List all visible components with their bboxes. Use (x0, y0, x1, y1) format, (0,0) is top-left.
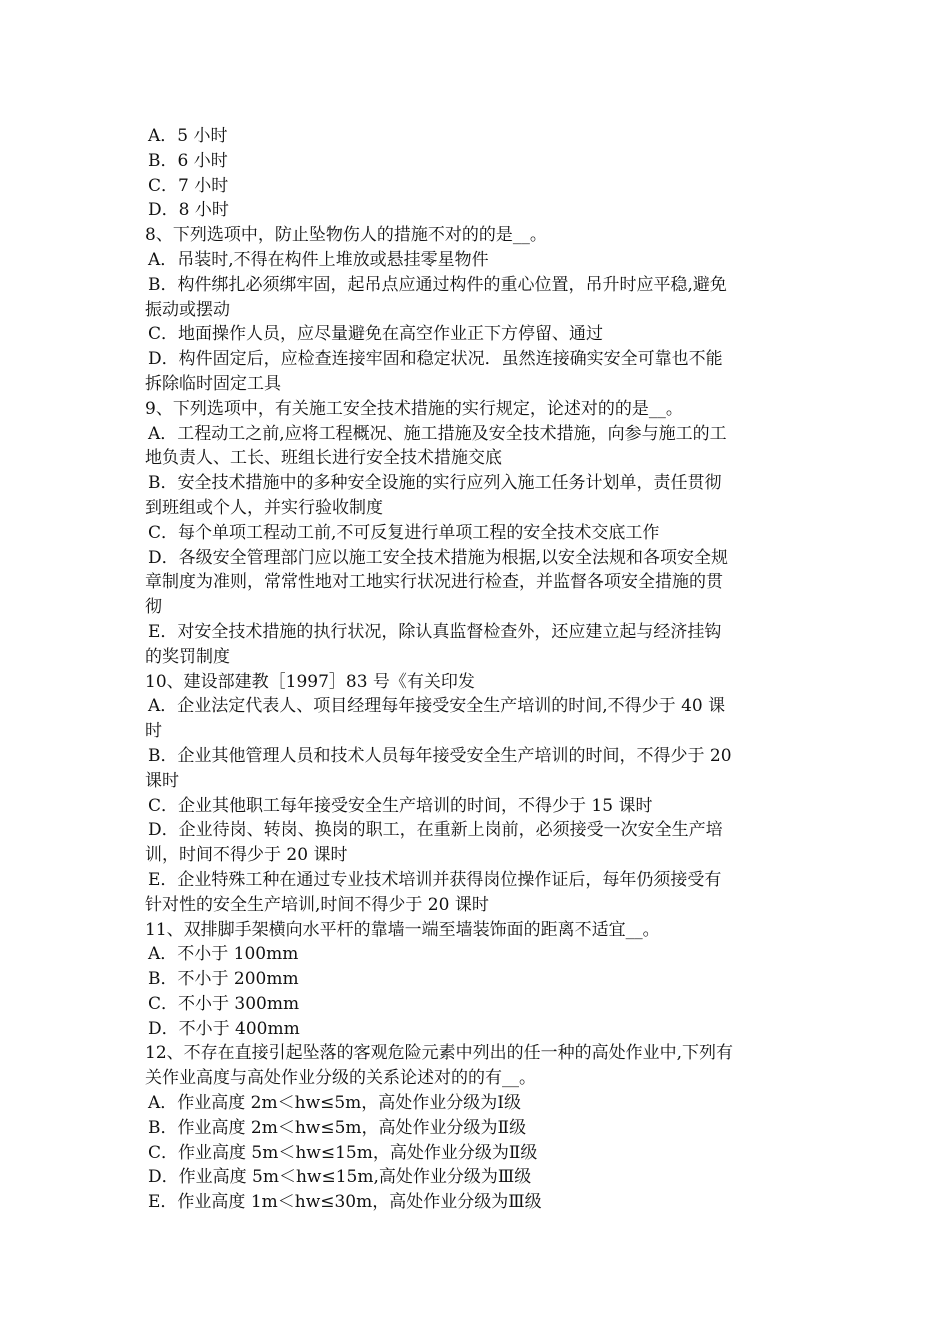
text-continuation: 章制度为准则，常常性地对工地实行状况进行检查，并监督各项安全措施的贯 (145, 572, 723, 593)
document-body (145, 124, 810, 1215)
question-text: 12、不存在直接引起坠落的客观危险元素中列出的任一种的高处作业中,下列有 (145, 1043, 734, 1064)
question-text: 11、双排脚手架横向水平杆的靠墙一端至墙装饰面的距离不适宜__。 (145, 919, 660, 940)
answer-option: B．不小于 200mm (148, 969, 299, 990)
answer-option: D．企业待岗、转岗、换岗的职工，在重新上岗前，必须接受一次安全生产培 (148, 820, 723, 841)
answer-option: B．构件绑扎必须绑牢固，起吊点应通过构件的重心位置，吊升时应平稳,避免 (148, 274, 727, 295)
answer-option: C．每个单项工程动工前,不可反复进行单项工程的安全技术交底工作 (148, 522, 660, 543)
answer-option: D．构件固定后，应检查连接牢固和稳定状况．虽然连接确实安全可靠也不能 (148, 349, 723, 370)
question-text: 8、下列选项中，防止坠物伤人的措施不对的的是__。 (145, 225, 547, 246)
answer-option: B．安全技术措施中的多种安全设施的实行应列入施工任务计划单，责任贯彻 (148, 473, 722, 494)
answer-option: C．地面操作人员，应尽量避免在高空作业正下方停留、通过 (148, 324, 604, 345)
text-continuation: 针对性的安全生产培训,时间不得少于 20 课时 (145, 894, 489, 915)
text-continuation: 地负责人、工长、班组长进行安全技术措施交底 (145, 448, 502, 469)
answer-option: D．8 小时 (148, 200, 229, 221)
text-continuation: 振动或摆动 (145, 299, 230, 320)
answer-option: D．作业高度 5m＜hw≤15m,高处作业分级为Ⅲ级 (148, 1167, 532, 1188)
text-continuation: 关作业高度与高处作业分级的关系论述对的的有__。 (145, 1068, 536, 1089)
answer-option: A．吊装时,不得在构件上堆放或悬挂零星物件 (148, 249, 489, 270)
answer-option: C．7 小时 (148, 175, 229, 196)
text-continuation: 课时 (145, 770, 179, 791)
answer-option: E．对安全技术措施的执行状况，除认真监督检查外，还应建立起与经济挂钩 (148, 621, 722, 642)
answer-option: E．作业高度 1m＜hw≤30m，高处作业分级为Ⅲ级 (148, 1192, 542, 1213)
answer-option: B．作业高度 2m＜hw≤5m，高处作业分级为Ⅱ级 (148, 1117, 527, 1138)
question-text: 9、下列选项中，有关施工安全技术措施的实行规定，论述对的的是__。 (145, 398, 683, 419)
text-continuation: 拆除临时固定工具 (145, 373, 281, 394)
answer-option: C．作业高度 5m＜hw≤15m，高处作业分级为Ⅱ级 (148, 1142, 538, 1163)
text-continuation: 彻 (145, 597, 162, 618)
answer-option: A．工程动工之前,应将工程概况、施工措施及安全技术措施，向参与施工的工 (148, 423, 727, 444)
answer-option: C．企业其他职工每年接受安全生产培训的时间，不得少于 15 课时 (148, 795, 653, 816)
answer-option: D．各级安全管理部门应以施工安全技术措施为根据,以安全法规和各项安全规 (148, 547, 729, 568)
answer-option: A．不小于 100mm (148, 944, 299, 965)
answer-option: A．企业法定代表人、项目经理每年接受安全生产培训的时间,不得少于 40 课 (148, 696, 726, 717)
answer-option: C．不小于 300mm (148, 993, 300, 1014)
text-continuation: 时 (145, 721, 162, 742)
answer-option: A．5 小时 (148, 126, 228, 146)
answer-option: A．作业高度 2m＜hw≤5m，高处作业分级为Ⅰ级 (148, 1093, 522, 1114)
answer-option: B．企业其他管理人员和技术人员每年接受安全生产培训的时间，不得少于 20 (148, 745, 732, 766)
text-continuation: 到班组或个人，并实行验收制度 (145, 497, 383, 518)
answer-option: B．6 小时 (148, 150, 228, 171)
question-text: 10、建设部建教［1997］83 号《有关印发 (145, 671, 475, 692)
answer-option: D．不小于 400mm (148, 1018, 300, 1039)
text-continuation: 的奖罚制度 (145, 646, 230, 667)
answer-option: E．企业特殊工种在通过专业技术培训并获得岗位操作证后，每年仍须接受有 (148, 869, 722, 890)
text-continuation: 训，时间不得少于 20 课时 (145, 845, 348, 866)
